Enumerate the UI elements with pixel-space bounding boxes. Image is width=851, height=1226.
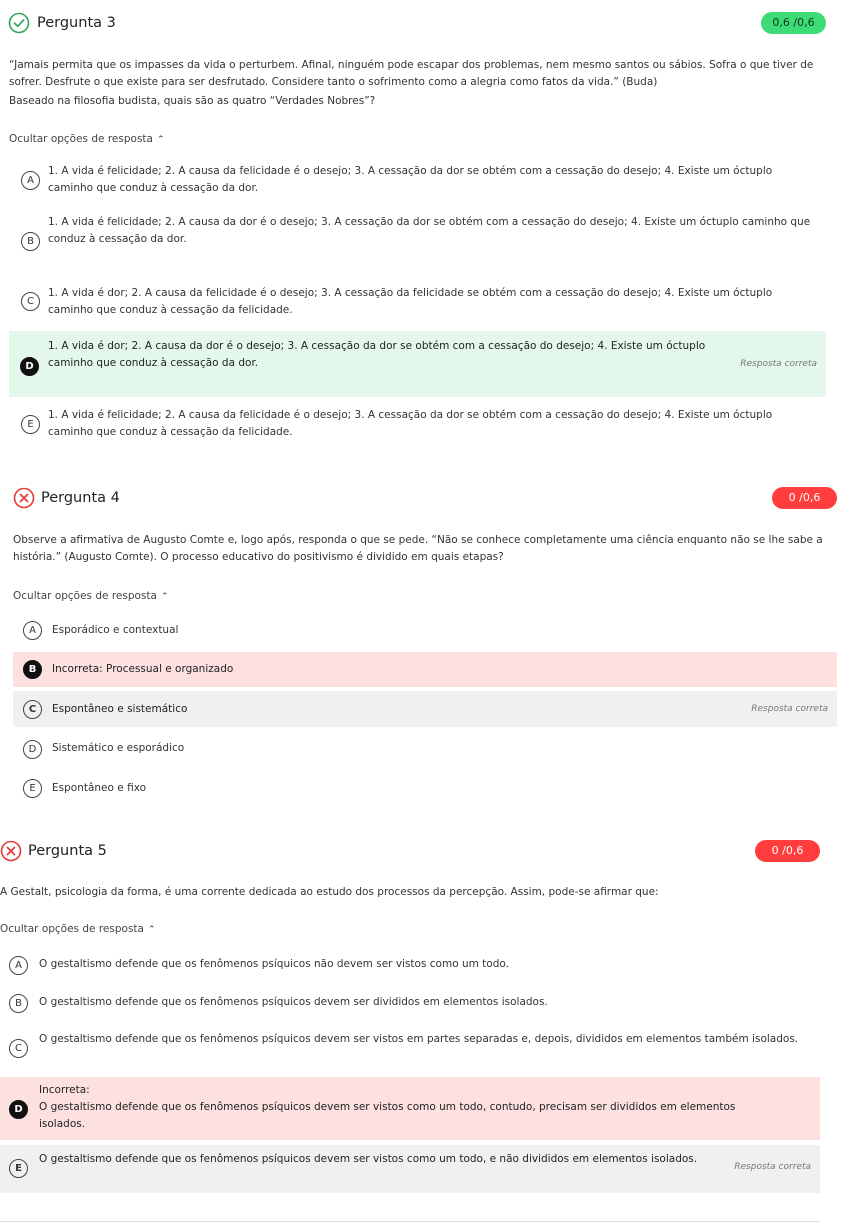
option-letter-d: D xyxy=(23,740,42,759)
option-text: O gestaltismo defende que os fenômenos psíquicos não devem ser vistos como um todo. xyxy=(39,958,509,970)
option-d[interactable] xyxy=(13,732,837,766)
hide-options-label: Ocultar opções de resposta xyxy=(0,923,144,935)
option-letter-b: B xyxy=(23,660,42,679)
option-letter-a: A xyxy=(23,621,42,640)
question-3-score-badge: 0,6 /0,6 xyxy=(761,12,826,34)
option-a[interactable] xyxy=(0,949,820,981)
option-c[interactable] xyxy=(9,284,826,326)
question-3-prompt: Baseado na filosofia budista, quais são as quatro “Verdades Nobres”? xyxy=(9,95,376,107)
section-divider xyxy=(0,1221,820,1222)
option-letter-c: C xyxy=(9,1039,28,1058)
option-letter-a: A xyxy=(9,956,28,975)
chevron-up-icon: ⌃ xyxy=(160,592,169,602)
question-5-title: Pergunta 5 xyxy=(28,843,107,859)
question-3-statement: “Jamais permita que os impasses da vida o perturbem. Afinal, ninguém pode escapar dos problemas, nem mesmo santos ou sábios. Sofra o que tiver de sofrer. Desfrute o que existe para ser desfrutado. Considere tanto o sofrimento como a alegria como fatos da vida.” (Buda) xyxy=(9,59,814,88)
option-letter-b: B xyxy=(9,994,28,1013)
option-letter-c: C xyxy=(23,700,42,719)
chevron-up-icon: ⌃ xyxy=(156,135,165,145)
option-text: 1. A vida é dor; 2. A causa da felicidade é o desejo; 3. A cessação da felicidade se obtém com a cessação do desejo; 4. Existe um óctuplo caminho que conduz à cessação da felicidade. xyxy=(48,287,773,316)
option-letter-a: A xyxy=(21,171,40,190)
hide-options-toggle[interactable] xyxy=(9,133,165,145)
option-text: 1. A vida é dor; 2. A causa da dor é o desejo; 3. A cessação da dor se obtém com a cessação do desejo; 4. Existe um óctuplo caminho que conduz à cessação da dor. xyxy=(48,340,706,369)
option-text: 1. A vida é felicidade; 2. A causa da felicidade é o desejo; 3. A cessação da dor se obtém com a cessação do desejo; 4. Existe um óctuplo caminho que conduz à cessação da dor. xyxy=(48,165,773,194)
option-letter-e: E xyxy=(23,779,42,798)
option-d-incorrect[interactable] xyxy=(0,1077,820,1140)
option-c[interactable] xyxy=(0,1027,820,1069)
hide-options-label: Ocultar opções de resposta xyxy=(13,590,157,602)
question-4-title: Pergunta 4 xyxy=(41,490,120,506)
option-letter-e: E xyxy=(21,415,40,434)
option-letter-e: E xyxy=(9,1159,28,1178)
option-text: O gestaltismo defende que os fenômenos psíquicos devem ser vistos como um todo, contudo, precisam ser divididos em elementos isolados. xyxy=(39,1101,736,1130)
option-text: Espontâneo e sistemático xyxy=(52,703,188,715)
option-e[interactable] xyxy=(9,405,826,447)
option-letter-b: B xyxy=(21,232,40,251)
option-text: 1. A vida é felicidade; 2. A causa da dor é o desejo; 3. A cessação da dor se obtém com a cessação do desejo; 4. Existe um óctuplo caminho que conduz à cessação da dor. xyxy=(48,216,811,245)
question-3-title: Pergunta 3 xyxy=(37,15,116,31)
option-text: Esporádico e contextual xyxy=(52,624,179,636)
option-text: O gestaltismo defende que os fenômenos psíquicos devem ser vistos como um todo, e não divididos em elementos isolados. xyxy=(39,1153,698,1165)
correct-answer-label: Resposta correta xyxy=(734,1162,811,1172)
hide-options-label: Ocultar opções de resposta xyxy=(9,133,153,145)
option-e[interactable] xyxy=(13,772,837,806)
option-letter-c: C xyxy=(21,292,40,311)
option-text: 1. A vida é felicidade; 2. A causa da felicidade é o desejo; 3. A cessação da dor se obtém com a cessação do desejo; 4. Existe um óctuplo caminho que conduz à cessação da felicidade. xyxy=(48,409,773,438)
option-a[interactable] xyxy=(13,614,837,648)
incorrect-label: Incorreta: xyxy=(39,1084,90,1096)
option-b[interactable] xyxy=(9,213,826,255)
option-a[interactable] xyxy=(9,160,826,202)
question-4-statement: Observe a afirmativa de Augusto Comte e, logo após, responda o que se pede. “Não se conhece completamente uma ciência enquanto não se lhe sabe a história.” (Augusto Comte). O processo educativo do positivismo é dividido em quais etapas? xyxy=(13,534,823,563)
option-c-correct[interactable] xyxy=(13,691,837,727)
option-letter-d: D xyxy=(9,1100,28,1119)
option-letter-d: D xyxy=(20,357,39,376)
x-circle-icon xyxy=(0,840,22,862)
option-text: Espontâneo e fixo xyxy=(52,782,147,794)
chevron-up-icon: ⌃ xyxy=(147,925,156,935)
option-text: Incorreta: Processual e organizado xyxy=(52,663,234,675)
x-circle-icon xyxy=(13,487,35,509)
option-text: O gestaltismo defende que os fenômenos psíquicos devem ser divididos em elementos isolados. xyxy=(39,996,548,1008)
option-b-incorrect[interactable] xyxy=(13,652,837,687)
correct-answer-label: Resposta correta xyxy=(751,704,828,714)
check-circle-icon xyxy=(8,12,30,34)
option-text: Sistemático e esporádico xyxy=(52,742,185,754)
question-5-statement: A Gestalt, psicologia da forma, é uma corrente dedicada ao estudo dos processos da percepção. Assim, pode-se afirmar que: xyxy=(0,886,659,898)
option-d-correct[interactable] xyxy=(9,331,826,397)
correct-answer-label: Resposta correta xyxy=(740,359,817,369)
option-e-correct[interactable] xyxy=(0,1145,820,1193)
hide-options-toggle[interactable] xyxy=(0,923,156,935)
question-5-score-badge: 0 /0,6 xyxy=(755,840,820,862)
hide-options-toggle[interactable] xyxy=(13,590,169,602)
option-b[interactable] xyxy=(0,987,820,1019)
option-text: O gestaltismo defende que os fenômenos psíquicos devem ser vistos em partes separadas e, depois, divididos em elementos também isolados. xyxy=(39,1033,799,1045)
question-4-score-badge: 0 /0,6 xyxy=(772,487,837,509)
